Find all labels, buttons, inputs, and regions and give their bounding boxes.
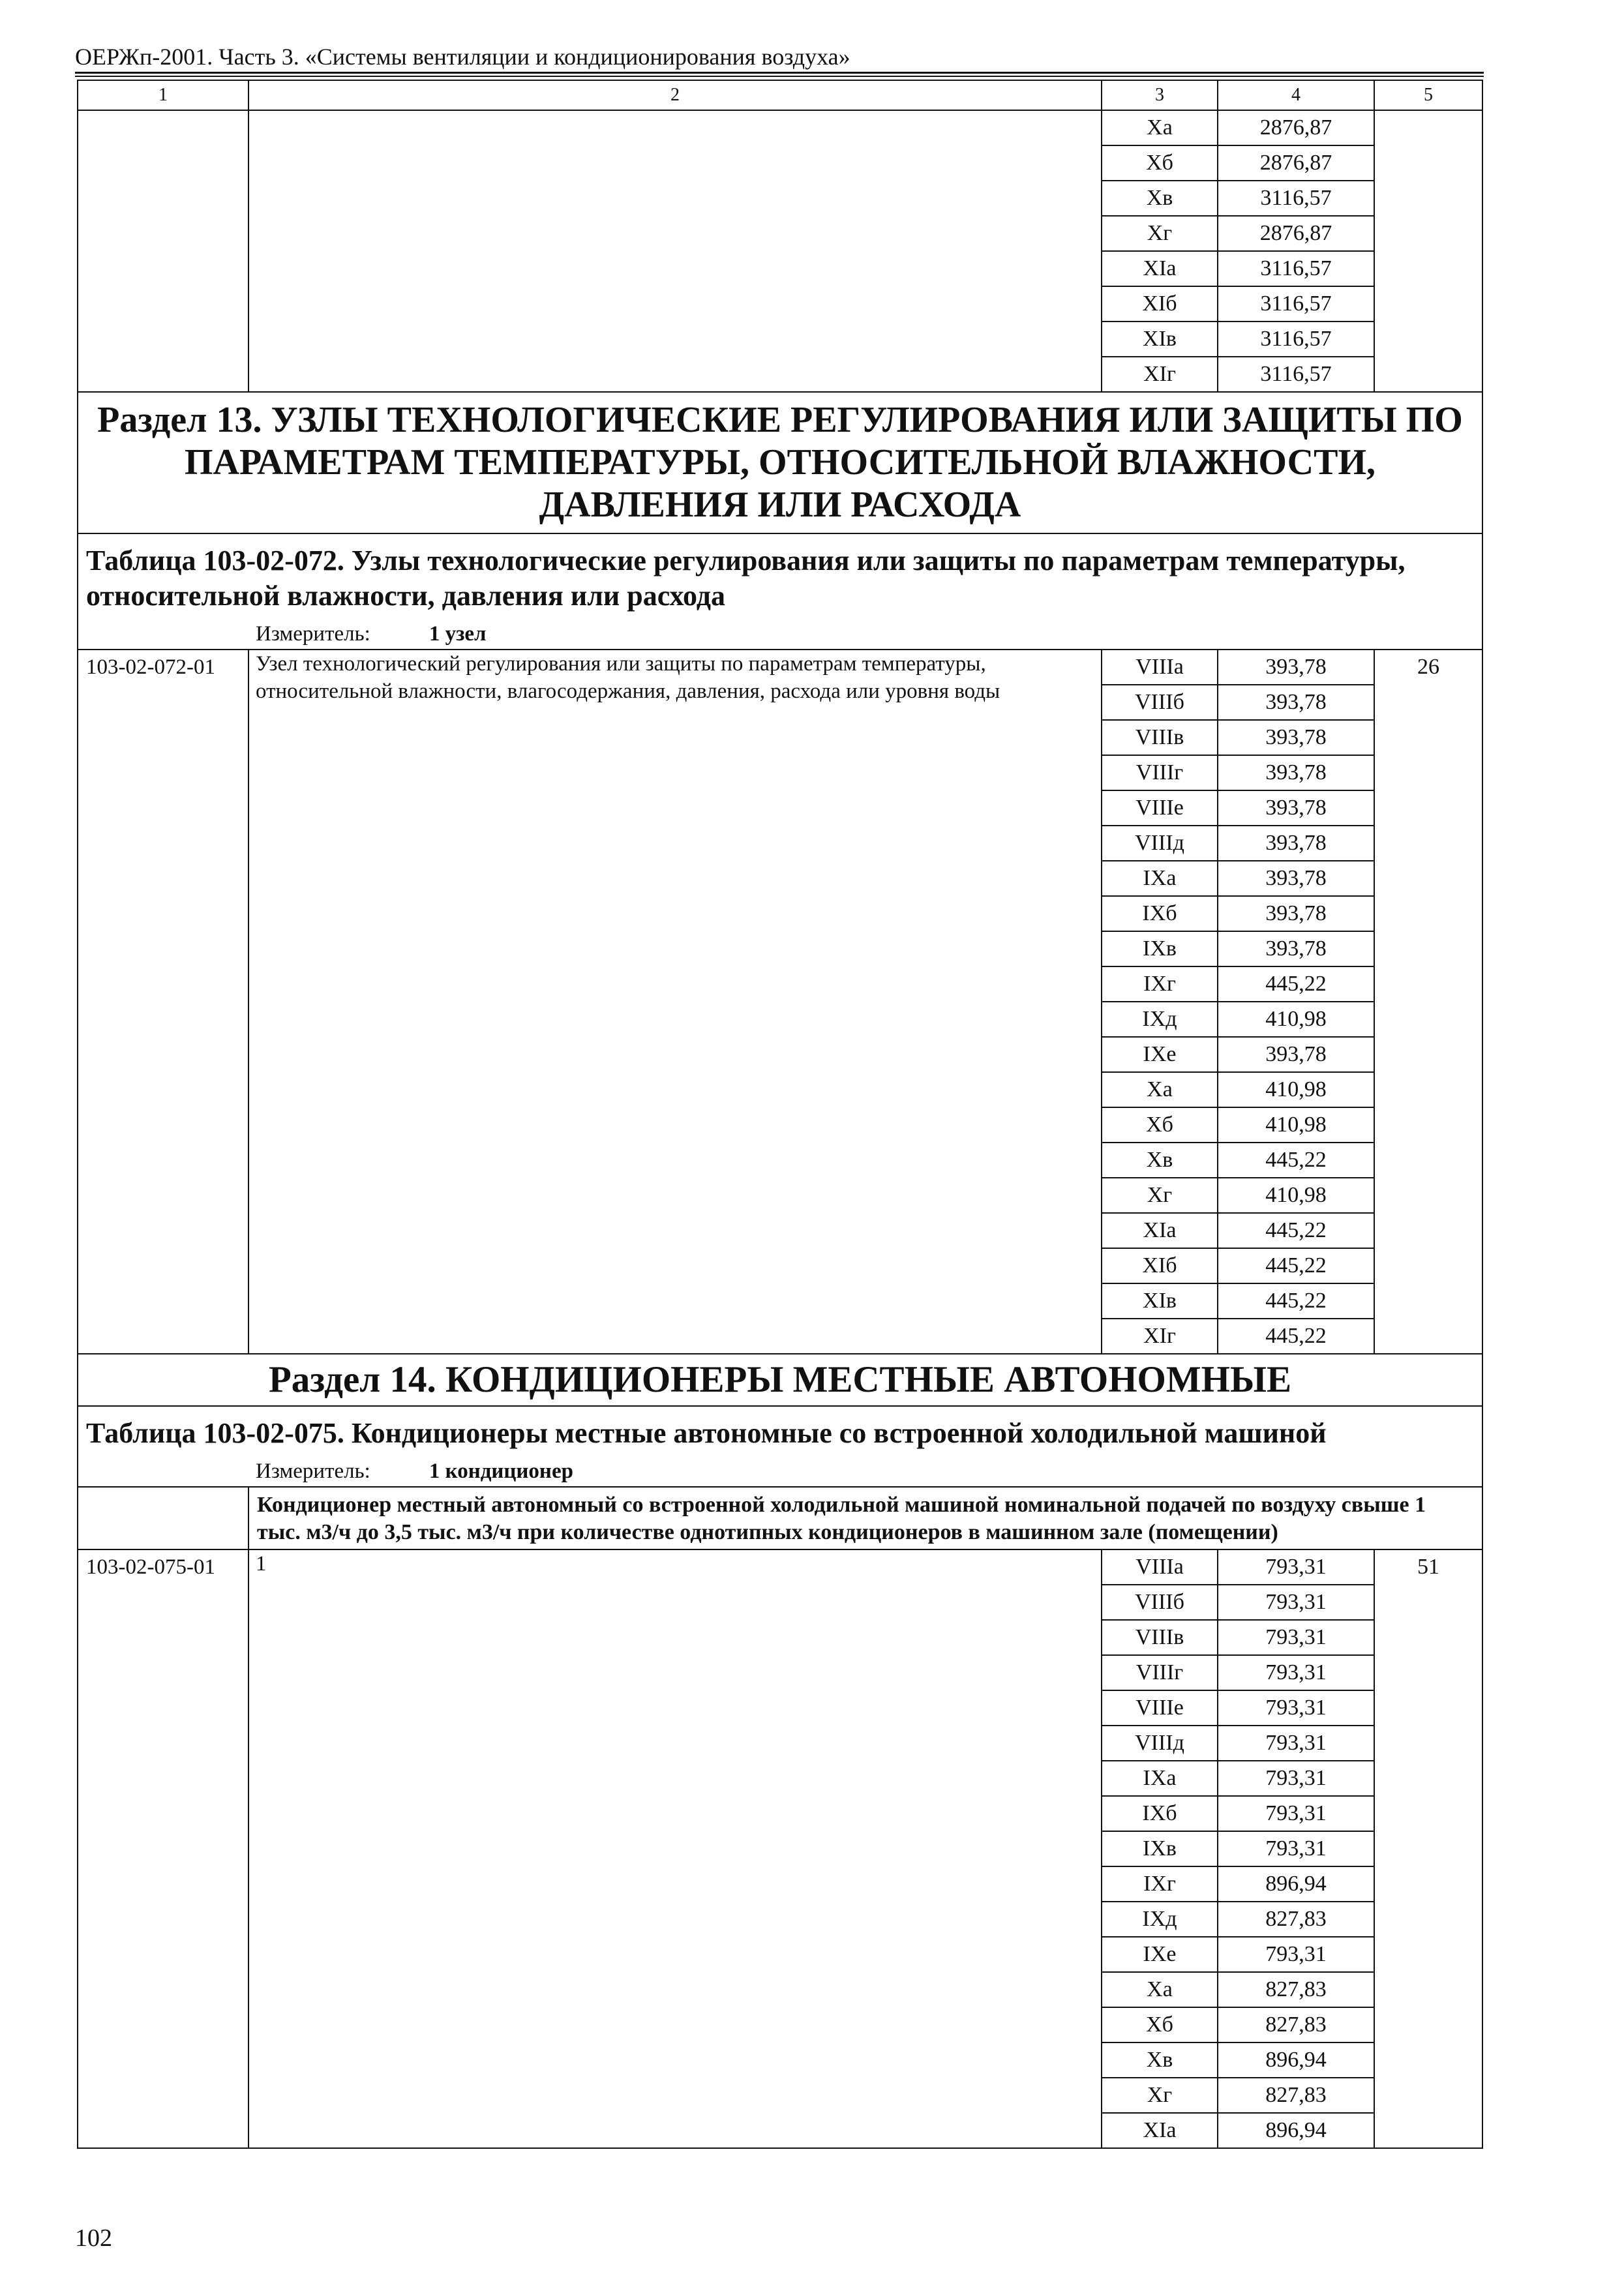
column-number-row [78, 80, 1482, 110]
rates-table [77, 80, 1483, 2149]
zone-cell: XIв [1102, 1283, 1218, 1319]
zone-cell: Xг [1102, 1178, 1218, 1213]
zone-cell: VIIIб [1102, 1585, 1218, 1620]
section-title-row [78, 1354, 1482, 1406]
value-cell: 3116,57 [1218, 251, 1374, 286]
value-cell: 445,22 [1218, 1248, 1374, 1283]
subtitle-empty [78, 1487, 248, 1549]
value-cell: 793,31 [1218, 1761, 1374, 1796]
value-cell: 410,98 [1218, 1178, 1374, 1213]
measure-line [256, 1456, 1474, 1486]
zone-cell: VIIIд [1102, 826, 1218, 861]
zone-cell: XIa [1102, 2113, 1218, 2148]
value-cell: 3116,57 [1218, 322, 1374, 357]
value-cell: 827,83 [1218, 1972, 1374, 2007]
value-cell: 3116,57 [1218, 357, 1374, 392]
value-cell: 2876,87 [1218, 145, 1374, 181]
zone-cell: Xб [1102, 2007, 1218, 2042]
value-cell: 445,22 [1218, 966, 1374, 1002]
zone-cell: XIб [1102, 1248, 1218, 1283]
value-cell: 445,22 [1218, 1213, 1374, 1248]
column-number: 1 [78, 80, 248, 110]
value-cell: 393,78 [1218, 685, 1374, 720]
item-description: Узел технологический регулирования или защиты по параметрам температуры, относительной влажности, влагосодержания, давления, расхода или уровня воды [248, 650, 1102, 1354]
page-number: 102 [75, 2224, 112, 2252]
table-title: Таблица 103-02-075. Кондиционеры местные автономные со встроенной холодильной машиной [86, 1417, 1327, 1449]
table-row [78, 110, 1482, 145]
zone-cell: IXг [1102, 1866, 1218, 1902]
value-cell: 793,31 [1218, 1655, 1374, 1690]
table-row [78, 1549, 1482, 1585]
header-rule [75, 72, 1484, 74]
value-cell: 410,98 [1218, 1107, 1374, 1143]
zone-cell: Xв [1102, 2042, 1218, 2078]
value-cell: 393,78 [1218, 755, 1374, 790]
value-cell: 393,78 [1218, 790, 1374, 826]
item-description [248, 110, 1102, 392]
measure-value: 1 узел [429, 622, 487, 646]
section-title: Раздел 14. КОНДИЦИОНЕРЫ МЕСТНЫЕ АВТОНОМНЫЕ [78, 1354, 1482, 1406]
measure-label: Измеритель: [256, 622, 370, 646]
zone-cell: VIIIе [1102, 1690, 1218, 1726]
zone-cell: XIг [1102, 357, 1218, 392]
value-cell: 793,31 [1218, 1690, 1374, 1726]
value-cell: 827,83 [1218, 2078, 1374, 2113]
zone-cell: IXе [1102, 1037, 1218, 1072]
section-title: Раздел 13. УЗЛЫ ТЕХНОЛОГИЧЕСКИЕ РЕГУЛИРОВАНИЯ ИЛИ ЗАЩИТЫ ПО ПАРАМЕТРАМ ТЕМПЕРАТУРЫ, ОТНОСИТЕЛЬНОЙ ВЛАЖНОСТИ, ДАВЛЕНИЯ ИЛИ РАСХОДА [78, 392, 1482, 533]
table-row [78, 650, 1482, 685]
table-subtitle: Кондиционер местный автономный со встроенной холодильной машиной номинальной подачей по воздуху свыше 1 тыс. м3/ч до 3,5 тыс. м3/ч при количестве однотипных кондиционеров в машинном зале (помещении) [248, 1487, 1482, 1549]
zone-cell: VIIIд [1102, 1726, 1218, 1761]
zone-cell: IXa [1102, 861, 1218, 896]
value-cell: 393,78 [1218, 826, 1374, 861]
item-col5 [1374, 110, 1482, 392]
value-cell: 3116,57 [1218, 181, 1374, 216]
value-cell: 393,78 [1218, 650, 1374, 685]
value-cell: 410,98 [1218, 1072, 1374, 1107]
zone-cell: XIг [1102, 1319, 1218, 1354]
value-cell: 2876,87 [1218, 216, 1374, 251]
item-col5: 26 [1374, 650, 1482, 1354]
zone-cell: Xв [1102, 1143, 1218, 1178]
zone-cell: IXв [1102, 1831, 1218, 1866]
column-number: 3 [1102, 80, 1218, 110]
measure-label: Измеритель: [256, 1459, 370, 1483]
zone-cell: IXд [1102, 1902, 1218, 1937]
table-title-cell [78, 1406, 1482, 1487]
table-title: Таблица 103-02-072. Узлы технологические регулирования или защиты по параметрам температуры, относительной влажности, давления или расхода [86, 545, 1406, 612]
column-number: 2 [248, 80, 1102, 110]
zone-cell: VIIIa [1102, 650, 1218, 685]
value-cell: 827,83 [1218, 1902, 1374, 1937]
zone-cell: Xб [1102, 1107, 1218, 1143]
item-code: 103-02-072-01 [78, 650, 248, 1354]
zone-cell: XIa [1102, 1213, 1218, 1248]
zone-cell: XIб [1102, 286, 1218, 322]
value-cell: 896,94 [1218, 2042, 1374, 2078]
zone-cell: Xa [1102, 110, 1218, 145]
value-cell: 827,83 [1218, 2007, 1374, 2042]
page-header: ОЕРЖп-2001. Часть 3. «Системы вентиляции и кондиционирования воздуха» [75, 44, 850, 70]
value-cell: 3116,57 [1218, 286, 1374, 322]
value-cell: 793,31 [1218, 1620, 1374, 1655]
zone-cell: Xв [1102, 181, 1218, 216]
table-title-cell [78, 533, 1482, 650]
item-code: 103-02-075-01 [78, 1549, 248, 2148]
value-cell: 410,98 [1218, 1002, 1374, 1037]
item-code [78, 110, 248, 392]
measure-value: 1 кондиционер [429, 1459, 573, 1483]
zone-cell: VIIIб [1102, 685, 1218, 720]
zone-cell: VIIIе [1102, 790, 1218, 826]
value-cell: 793,31 [1218, 1796, 1374, 1831]
zone-cell: Xa [1102, 1072, 1218, 1107]
table-title-row [78, 1406, 1482, 1487]
zone-cell: Xб [1102, 145, 1218, 181]
zone-cell: IXб [1102, 896, 1218, 931]
table-title-row [78, 533, 1482, 650]
zone-cell: IXa [1102, 1761, 1218, 1796]
zone-cell: VIIIa [1102, 1549, 1218, 1585]
value-cell: 896,94 [1218, 1866, 1374, 1902]
zone-cell: IXд [1102, 1002, 1218, 1037]
column-number: 5 [1374, 80, 1482, 110]
item-description: 1 [248, 1549, 1102, 2148]
zone-cell: IXг [1102, 966, 1218, 1002]
value-cell: 393,78 [1218, 1037, 1374, 1072]
value-cell: 445,22 [1218, 1319, 1374, 1354]
value-cell: 2876,87 [1218, 110, 1374, 145]
value-cell: 793,31 [1218, 1726, 1374, 1761]
zone-cell: IXе [1102, 1937, 1218, 1972]
value-cell: 445,22 [1218, 1143, 1374, 1178]
zone-cell: IXб [1102, 1796, 1218, 1831]
zone-cell: Xг [1102, 2078, 1218, 2113]
value-cell: 793,31 [1218, 1585, 1374, 1620]
item-col5: 51 [1374, 1549, 1482, 2148]
zone-cell: XIa [1102, 251, 1218, 286]
zone-cell: VIIIг [1102, 755, 1218, 790]
value-cell: 393,78 [1218, 861, 1374, 896]
subtitle-row [78, 1487, 1482, 1549]
value-cell: 793,31 [1218, 1831, 1374, 1866]
zone-cell: Xa [1102, 1972, 1218, 2007]
zone-cell: XIв [1102, 322, 1218, 357]
value-cell: 793,31 [1218, 1549, 1374, 1585]
value-cell: 393,78 [1218, 896, 1374, 931]
value-cell: 393,78 [1218, 720, 1374, 755]
value-cell: 896,94 [1218, 2113, 1374, 2148]
zone-cell: VIIIг [1102, 1655, 1218, 1690]
value-cell: 445,22 [1218, 1283, 1374, 1319]
header-rule-thin [75, 76, 1484, 77]
value-cell: 793,31 [1218, 1937, 1374, 1972]
column-number: 4 [1218, 80, 1374, 110]
zone-cell: Xг [1102, 216, 1218, 251]
section-title-row [78, 392, 1482, 533]
value-cell: 393,78 [1218, 931, 1374, 966]
zone-cell: VIIIв [1102, 1620, 1218, 1655]
measure-line [256, 619, 1474, 649]
zone-cell: IXв [1102, 931, 1218, 966]
zone-cell: VIIIв [1102, 720, 1218, 755]
